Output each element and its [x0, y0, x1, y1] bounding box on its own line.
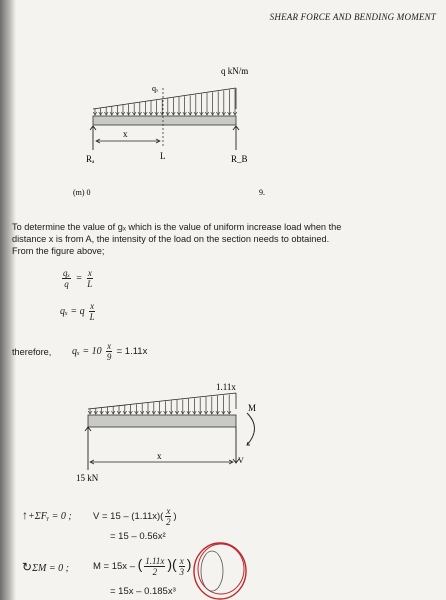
x-label: x: [123, 129, 128, 139]
sum-fy-heading: ↑+ΣFᵧ = 0 ;: [22, 508, 72, 522]
sum-m-line-2: = 15x – 0.185x³: [110, 586, 176, 597]
reaction-label: 15 kN: [76, 473, 99, 483]
sum-fy-line-2: = 15 – 0.56x²: [110, 531, 166, 542]
figure-footnote-right: 9.: [259, 188, 265, 197]
load-intensity-label: q kN/m: [221, 66, 249, 76]
beam-segment: [88, 415, 236, 427]
sum-m-heading: ↻ΣM = 0 ;: [22, 560, 69, 574]
x-dimension: [96, 139, 160, 143]
x-label-2: x: [157, 451, 162, 461]
beam: [93, 116, 236, 125]
page-header: SHEAR FORCE AND BENDING MOMENT: [269, 12, 436, 22]
support-a-arrow: [90, 126, 96, 150]
load-arrows: [93, 89, 237, 115]
ratio-equation: $\frac{\text{qₓ}}{q}$ = $\frac{x}{L}$: [63, 268, 93, 289]
figure-free-body: [0, 375, 446, 490]
figure-triangular-load: [0, 0, 446, 210]
shear-label: V: [238, 456, 244, 465]
sum-m-line-1: M = 15x – ( $\frac{1.11x}{2}$ )( $\frac{x}{3}$ ): [93, 556, 192, 577]
moment-arrow: [247, 413, 255, 445]
load-arrows-2: [88, 395, 231, 414]
length-label: L: [160, 151, 166, 161]
load-outline: [93, 88, 236, 109]
qx-label: qₓ: [152, 84, 159, 93]
x-dimension-2: [90, 460, 233, 464]
therefore-expression: qₓ = 10 $\frac{x}{9}$ = 1.11x: [72, 341, 148, 362]
reaction-a-label: Rₐ: [86, 154, 95, 164]
load-value-label: 1.11x: [216, 382, 236, 392]
moment-label: M: [248, 403, 257, 413]
figure-footnote-left: (m) 0: [73, 188, 91, 197]
qx-expression: qₓ = q $\frac{x}{L}$: [60, 301, 95, 322]
paragraph-line-3: From the figure above;: [12, 246, 105, 256]
paragraph-line-1: To determine the value of gₓ which is the value of uniform increase load when the: [12, 222, 342, 232]
explanation-paragraph: [12, 221, 432, 257]
reaction-arrow: [85, 427, 91, 470]
therefore-label: therefore,: [12, 347, 52, 357]
paragraph-line-2: distance x is from A, the intensity of the load on the section needs to obtained.: [12, 234, 330, 244]
sum-fy-line-1: V = 15 – (1.11x)( $\frac{x}{2}$ ): [93, 506, 177, 527]
red-circle-annotation: [180, 535, 260, 600]
rotation-arrow-icon: ↻: [22, 560, 33, 574]
support-b-arrow: [233, 126, 239, 150]
reaction-b-label: R_B: [231, 154, 248, 164]
up-arrow-icon: ↑: [22, 508, 28, 522]
load-outline-2: [88, 393, 236, 409]
